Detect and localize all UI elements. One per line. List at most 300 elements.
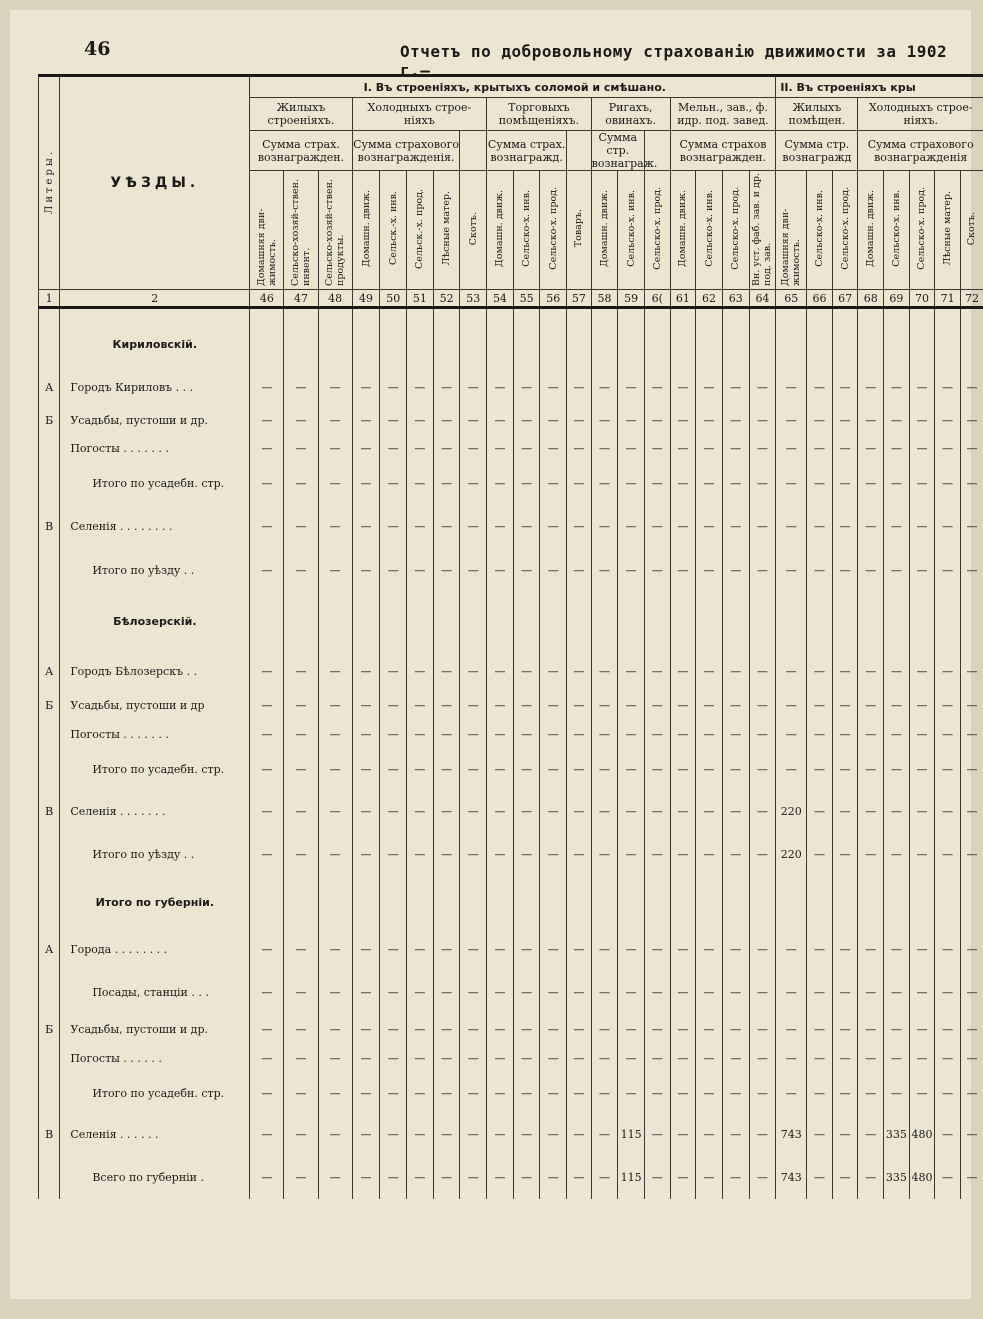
dash-cell: — [645,1155,671,1199]
empty-cell [858,321,884,367]
dash-cell: — [858,503,884,549]
column-number: 66 [807,290,833,308]
dash-cell: — [807,691,833,719]
dash-cell: — [670,969,696,1015]
dash-cell: — [807,1155,833,1199]
dash-cell: — [567,691,592,719]
empty-cell [776,591,807,651]
spacer-cell [567,308,592,322]
empty-cell [318,591,352,651]
dash-cell: — [960,407,983,433]
dash-cell: — [591,1043,618,1073]
dash-cell: — [935,1155,961,1199]
district-row [39,875,983,929]
uezd-header: УѢЗДЫ. [60,76,250,290]
dash-cell: — [407,1073,434,1113]
dash-cell: — [749,1043,776,1073]
column-header-label: Домашн. движ. [361,190,372,267]
value-cell: 743 [776,1113,807,1155]
liter-cell [39,719,60,749]
dash-cell: — [645,929,671,969]
dash-cell: — [318,503,352,549]
dash-cell: — [722,1113,749,1155]
column-number: 50 [380,290,407,308]
dash-cell: — [909,433,935,463]
dash-cell: — [618,549,645,591]
empty-cell [513,875,540,929]
dash-cell: — [832,1073,858,1113]
spacer-row [39,308,983,322]
dash-cell: — [618,1015,645,1043]
column-header [513,171,540,290]
dash-cell: — [858,749,884,789]
table-row [39,969,983,1015]
dash-cell: — [433,463,460,503]
dash-cell: — [832,407,858,433]
dash-cell: — [722,503,749,549]
dash-cell: — [909,691,935,719]
empty-cell [460,591,487,651]
empty-cell [250,875,284,929]
dash-cell: — [487,929,514,969]
dash-cell: — [670,929,696,969]
dash-cell: — [807,1015,833,1043]
dash-cell: — [722,929,749,969]
column-header-label: Домашняя дви-жимость. [780,172,802,286]
dash-cell: — [407,749,434,789]
column-header [884,171,910,290]
dash-cell: — [670,1015,696,1043]
dash-cell: — [318,463,352,503]
dash-cell: — [749,789,776,833]
column-number: 47 [284,290,318,308]
dash-cell: — [807,969,833,1015]
spacer-cell [284,308,318,322]
empty-cell [776,321,807,367]
dash-cell: — [433,433,460,463]
dash-cell: — [807,433,833,463]
column-header-label: Лѣсные матер. [441,191,452,266]
dash-cell: — [749,969,776,1015]
empty-cell [407,321,434,367]
empty-cell [960,875,983,929]
empty-cell [407,591,434,651]
dash-cell: — [749,1155,776,1199]
dash-cell: — [645,1113,671,1155]
dash-cell: — [935,549,961,591]
empty-cell [591,875,618,929]
dash-cell: — [935,1073,961,1113]
dash-cell: — [250,407,284,433]
dash-cell: — [591,1073,618,1113]
dash-cell: — [645,719,671,749]
dash-cell: — [513,407,540,433]
column-number: 63 [722,290,749,308]
column-number: 46 [250,290,284,308]
dash-cell: — [832,367,858,407]
dash-cell: — [540,503,567,549]
dash-cell: — [807,1043,833,1073]
column-header [749,171,776,290]
dash-cell: — [513,1073,540,1113]
dash-cell: — [567,1043,592,1073]
document-page [10,10,971,1299]
dash-cell: — [540,1073,567,1113]
empty-cell [858,591,884,651]
column-header-label: Сельско-х. прод. [916,187,927,270]
dash-cell: — [540,549,567,591]
empty-cell [807,591,833,651]
table-row [39,749,983,789]
dash-cell: — [460,433,487,463]
dash-cell: — [407,367,434,407]
dash-cell: — [591,719,618,749]
column-header-label: Скотъ. [468,212,479,245]
column-header-label: Лѣсные матер. [942,191,953,266]
dash-cell: — [960,969,983,1015]
empty-cell [250,591,284,651]
dash-cell: — [591,833,618,875]
dash-cell: — [884,651,910,691]
dash-cell: — [250,1015,284,1043]
column-number: 69 [884,290,910,308]
row-name: Итого по уѣзду . . [60,549,250,591]
dash-cell: — [487,1043,514,1073]
dash-cell: — [645,833,671,875]
dash-cell: — [284,719,318,749]
dash-cell: — [670,503,696,549]
dash-cell: — [460,929,487,969]
value-cell: 743 [776,1155,807,1199]
dash-cell: — [618,433,645,463]
dash-cell: — [284,969,318,1015]
dash-cell: — [645,789,671,833]
empty-cell [433,875,460,929]
dash-cell: — [540,691,567,719]
dash-cell: — [960,1015,983,1043]
dash-cell: — [433,549,460,591]
empty-cell [749,875,776,929]
dash-cell: — [722,433,749,463]
empty-cell [487,591,514,651]
empty-cell [935,591,961,651]
dash-cell: — [540,407,567,433]
section-2-header: II. Въ строеніяхъ кры [776,76,983,98]
table-row [39,833,983,875]
dash-cell: — [284,691,318,719]
column-number: 59 [618,290,645,308]
dash-cell: — [591,1015,618,1043]
spacer-cell [250,308,284,322]
column-number: 55 [513,290,540,308]
column-header [380,171,407,290]
empty-cell [749,321,776,367]
dash-cell: — [935,969,961,1015]
dash-cell: — [909,503,935,549]
dash-cell: — [807,929,833,969]
dash-cell: — [884,969,910,1015]
column-header-label: Сельск.-х. прод. [414,189,425,269]
dash-cell: — [858,1073,884,1113]
empty-cell [909,591,935,651]
dash-cell: — [884,549,910,591]
dash-cell: — [250,1043,284,1073]
dash-cell: — [645,969,671,1015]
column-header-label: Домашн. движ. [494,190,505,267]
value-cell: 480 [909,1155,935,1199]
column-header-label: Домашн. движ. [865,190,876,267]
dash-cell: — [776,367,807,407]
dash-cell: — [722,789,749,833]
row-name: Погосты . . . . . . . [60,719,250,749]
dash-cell: — [460,651,487,691]
sum-header: Сумма страхового вознагражденія. [352,131,460,171]
row-name: Итого по уѣзду . . [60,833,250,875]
dash-cell: — [832,969,858,1015]
dash-cell: — [696,407,723,433]
dash-cell: — [513,463,540,503]
empty-cell [460,321,487,367]
dash-cell: — [318,929,352,969]
dash-cell: — [776,969,807,1015]
column-number: 57 [567,290,592,308]
dash-cell: — [832,549,858,591]
dash-cell: — [618,749,645,789]
spacer-cell [39,308,60,322]
column-header-label: Домашн. движ. [677,190,688,267]
dash-cell: — [591,749,618,789]
dash-cell: — [591,503,618,549]
sum-header [567,131,592,171]
row-name: Усадьбы, пустоши и др [60,691,250,719]
table-row [39,1155,983,1199]
dash-cell: — [858,1155,884,1199]
dash-cell: — [618,691,645,719]
row-name: Селенія . . . . . . [60,1113,250,1155]
row-name: Усадьбы, пустоши и др. [60,1015,250,1043]
dash-cell: — [380,1155,407,1199]
column-number: 54 [487,290,514,308]
dash-cell: — [284,1073,318,1113]
dash-cell: — [487,367,514,407]
column-header [618,171,645,290]
dash-cell: — [807,503,833,549]
dash-cell: — [380,969,407,1015]
dash-cell: — [960,433,983,463]
dash-cell: — [670,691,696,719]
row-name: Посады, станціи . . . [60,969,250,1015]
dash-cell: — [591,1155,618,1199]
empty-cell [618,591,645,651]
column-number: 68 [858,290,884,308]
sum-header [460,131,487,171]
spacer-cell [960,308,983,322]
column-header [352,171,380,290]
dash-cell: — [380,691,407,719]
dash-cell: — [749,719,776,749]
column-header [858,171,884,290]
dash-cell: — [858,433,884,463]
dash-cell: — [487,1155,514,1199]
dash-cell: — [722,651,749,691]
dash-cell: — [618,833,645,875]
column-header [670,171,696,290]
column-header-label: Сельско-х. инв. [626,190,637,267]
dash-cell: — [318,833,352,875]
dash-cell: — [776,1073,807,1113]
dash-cell: — [540,969,567,1015]
empty-cell [645,321,671,367]
liter-cell: Б [39,691,60,719]
dash-cell: — [722,1043,749,1073]
dash-cell: — [618,651,645,691]
dash-cell: — [318,719,352,749]
dash-cell: — [807,719,833,749]
column-header-label: Сельско-хозяй-ствен. инвент. [290,172,312,286]
dash-cell: — [884,407,910,433]
dash-cell: — [884,719,910,749]
spacer-cell [884,308,910,322]
spacer-cell [433,308,460,322]
page-title: Отчетъ по добровольному страхованію движимости за 1902 г.— [400,42,971,80]
dash-cell: — [935,1043,961,1073]
dash-cell: — [645,1043,671,1073]
dash-cell: — [460,833,487,875]
dash-cell: — [909,969,935,1015]
district-row [39,321,983,367]
dash-cell: — [670,463,696,503]
liter-cell [39,833,60,875]
dash-cell: — [513,367,540,407]
empty-cell [645,875,671,929]
empty-cell [909,321,935,367]
empty-cell [807,321,833,367]
spacer-cell [487,308,514,322]
empty-cell [513,591,540,651]
dash-cell: — [645,367,671,407]
dash-cell: — [250,1155,284,1199]
dash-cell: — [284,1043,318,1073]
dash-cell: — [909,651,935,691]
dash-cell: — [540,1043,567,1073]
group-header: Холодныхъ строе-ніяхъ. [858,98,983,131]
dash-cell: — [722,407,749,433]
dash-cell: — [960,503,983,549]
dash-cell: — [670,549,696,591]
spacer-cell [807,308,833,322]
dash-cell: — [380,719,407,749]
dash-cell: — [250,1073,284,1113]
dash-cell: — [807,1073,833,1113]
dash-cell: — [352,719,380,749]
column-number: 6( [645,290,671,308]
dash-cell: — [832,749,858,789]
empty-cell [858,875,884,929]
dash-cell: — [749,407,776,433]
dash-cell: — [460,789,487,833]
num-uezd: 2 [60,290,250,308]
dash-cell: — [909,367,935,407]
dash-cell: — [513,833,540,875]
group-header: Холодныхъ строе-ніяхъ [352,98,486,131]
dash-cell: — [567,929,592,969]
dash-cell: — [487,1073,514,1113]
dash-cell: — [380,503,407,549]
dash-cell: — [433,1015,460,1043]
dash-cell: — [284,1113,318,1155]
dash-cell: — [645,433,671,463]
column-number: 70 [909,290,935,308]
dash-cell: — [618,929,645,969]
dash-cell: — [284,549,318,591]
dash-cell: — [487,1015,514,1043]
dash-cell: — [749,463,776,503]
empty-cell [909,875,935,929]
empty-cell [433,591,460,651]
dash-cell: — [407,969,434,1015]
liter-cell [39,321,60,367]
table-row [39,1113,983,1155]
table-row [39,789,983,833]
dash-cell: — [250,503,284,549]
spacer-cell [60,308,250,322]
dash-cell: — [807,549,833,591]
column-header [250,171,284,290]
dash-cell: — [284,463,318,503]
dash-cell: — [645,503,671,549]
spacer-cell [380,308,407,322]
dash-cell: — [250,433,284,463]
dash-cell: — [487,433,514,463]
dash-cell: — [513,1155,540,1199]
dash-cell: — [433,1073,460,1113]
dash-cell: — [540,463,567,503]
dash-cell: — [935,929,961,969]
dash-cell: — [380,1043,407,1073]
dash-cell: — [858,833,884,875]
dash-cell: — [618,463,645,503]
dash-cell: — [909,549,935,591]
empty-cell [540,591,567,651]
dash-cell: — [250,969,284,1015]
dash-cell: — [807,1113,833,1155]
liter-cell: А [39,929,60,969]
dash-cell: — [618,969,645,1015]
value-cell: 335 [884,1113,910,1155]
group-header: Торговыхъ помѣщеніяхъ. [487,98,592,131]
dash-cell: — [591,651,618,691]
dash-cell: — [696,1155,723,1199]
dash-cell: — [433,719,460,749]
spacer-cell [776,308,807,322]
dash-cell: — [670,1073,696,1113]
dash-cell: — [487,749,514,789]
dash-cell: — [433,691,460,719]
dash-cell: — [960,1043,983,1073]
dash-cell: — [407,651,434,691]
spacer-cell [858,308,884,322]
column-header-label: Сельско-х. прод. [730,187,741,270]
dash-cell: — [250,719,284,749]
dash-cell: — [670,1155,696,1199]
dash-cell: — [749,503,776,549]
dash-cell: — [318,1155,352,1199]
column-header [284,171,318,290]
dash-cell: — [460,463,487,503]
dash-cell: — [776,503,807,549]
empty-cell [250,321,284,367]
empty-cell [380,321,407,367]
